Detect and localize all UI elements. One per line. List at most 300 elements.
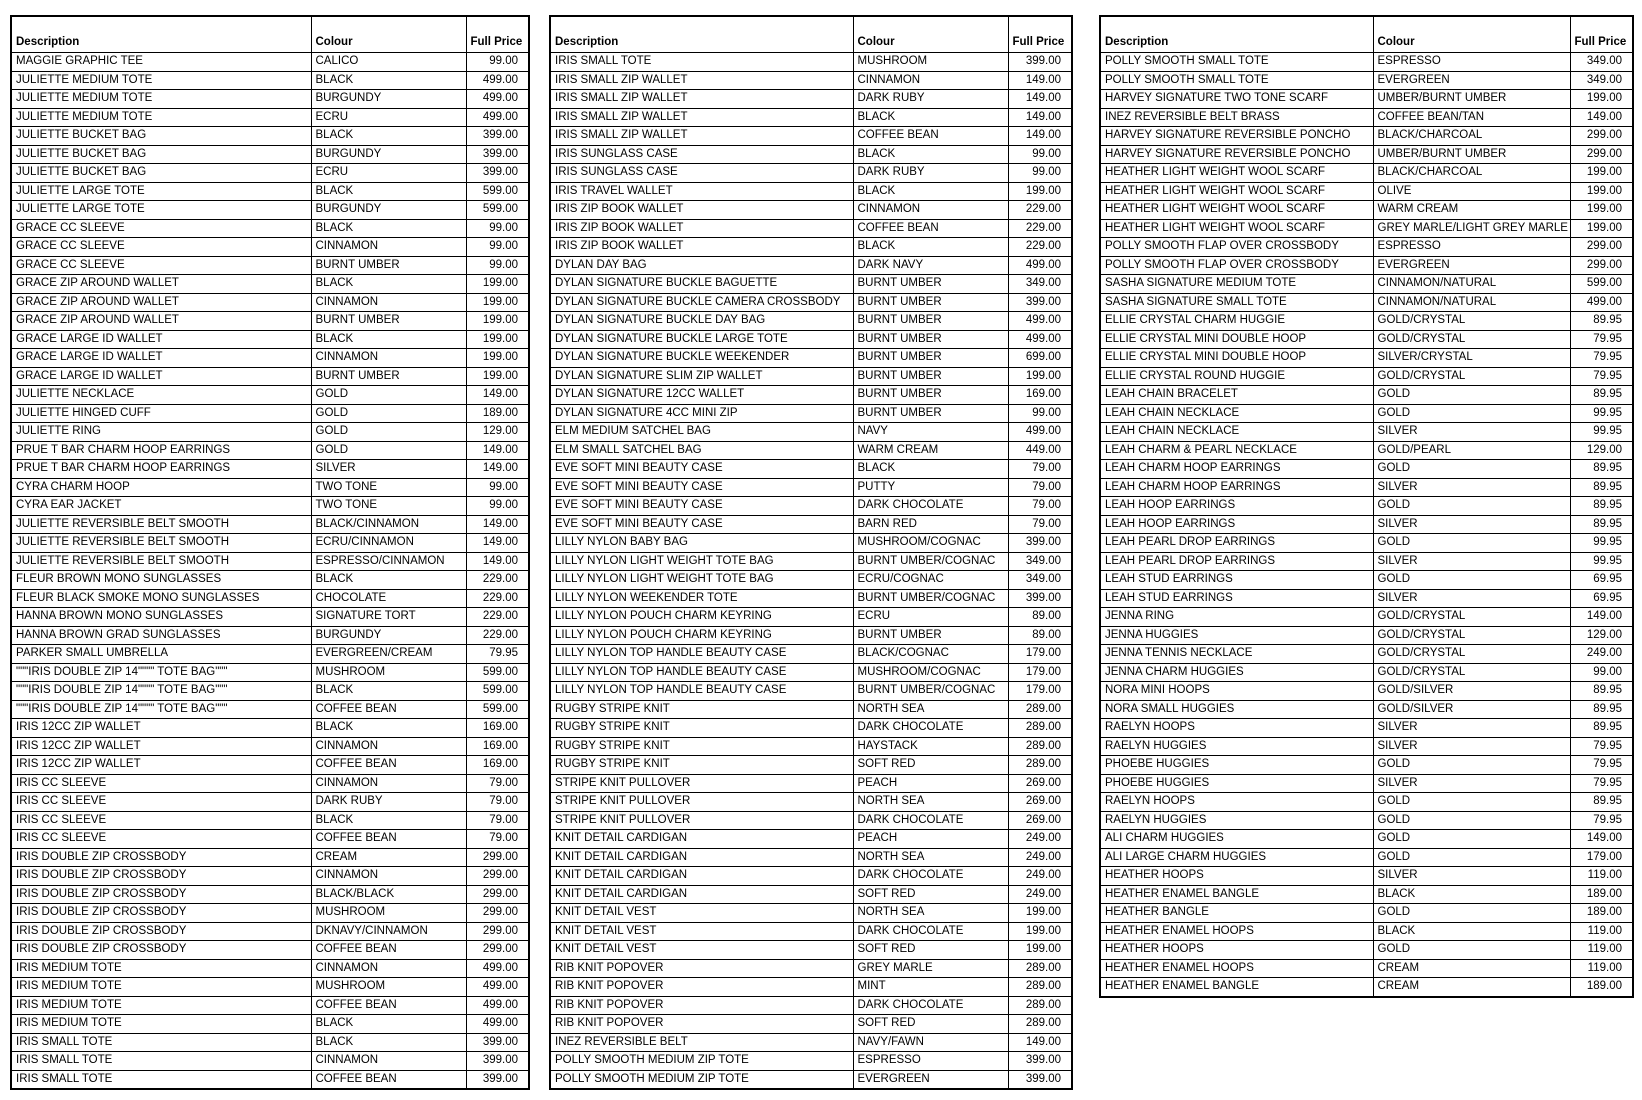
colour-cell: ECRU <box>311 164 466 183</box>
price-cell: 349.00 <box>1008 571 1072 590</box>
description-cell: ELLIE CRYSTAL MINI DOUBLE HOOP <box>1100 330 1373 349</box>
price-cell: 229.00 <box>466 589 529 608</box>
table-row <box>11 182 529 201</box>
price-cell: 199.00 <box>1570 201 1633 220</box>
table-row <box>550 811 1072 830</box>
colour-cell: COFFEE BEAN <box>853 127 1008 146</box>
table-row <box>1100 404 1633 423</box>
colour-cell: COFFEE BEAN <box>853 219 1008 238</box>
price-cell: 79.00 <box>1008 497 1072 516</box>
price-table-1 <box>10 15 530 1090</box>
table-row <box>11 959 529 978</box>
table-row <box>11 645 529 664</box>
table-row <box>11 830 529 849</box>
description-cell: IRIS MEDIUM TOTE <box>11 978 311 997</box>
colour-cell: CINNAMON <box>311 349 466 368</box>
table-row <box>1100 608 1633 627</box>
description-cell: HARVEY SIGNATURE REVERSIBLE PONCHO <box>1100 145 1373 164</box>
description-cell: IRIS TRAVEL WALLET <box>550 182 853 201</box>
description-header: Description <box>1100 16 1373 53</box>
description-cell: INEZ REVERSIBLE BELT <box>550 1033 853 1052</box>
description-cell: IRIS CC SLEEVE <box>11 793 311 812</box>
description-cell: IRIS 12CC ZIP WALLET <box>11 719 311 738</box>
colour-cell: COFFEE BEAN <box>311 756 466 775</box>
colour-cell: COFFEE BEAN <box>311 700 466 719</box>
description-cell: LEAH HOOP EARRINGS <box>1100 497 1373 516</box>
description-cell: IRIS ZIP BOOK WALLET <box>550 201 853 220</box>
price-cell: 79.00 <box>466 830 529 849</box>
table-row <box>11 756 529 775</box>
price-cell: 79.00 <box>1008 515 1072 534</box>
colour-cell: CALICO <box>311 53 466 72</box>
colour-cell: BLACK/BLACK <box>311 885 466 904</box>
description-cell: STRIPE KNIT PULLOVER <box>550 811 853 830</box>
table-row <box>11 571 529 590</box>
price-cell: 299.00 <box>466 904 529 923</box>
price-cell: 69.95 <box>1570 589 1633 608</box>
description-cell: IRIS MEDIUM TOTE <box>11 959 311 978</box>
colour-cell: MUSHROOM <box>311 978 466 997</box>
colour-cell: GOLD/SILVER <box>1373 682 1570 701</box>
description-cell: FLEUR BLACK SMOKE MONO SUNGLASSES <box>11 589 311 608</box>
table-row <box>1100 904 1633 923</box>
description-cell: RUGBY STRIPE KNIT <box>550 719 853 738</box>
colour-cell: PUTTY <box>853 478 1008 497</box>
colour-cell: GOLD/CRYSTAL <box>1373 645 1570 664</box>
price-cell: 229.00 <box>466 626 529 645</box>
table-row <box>1100 848 1633 867</box>
price-cell: 289.00 <box>1008 719 1072 738</box>
header-row <box>550 16 1072 53</box>
table-row <box>550 571 1072 590</box>
price-cell: 149.00 <box>1570 608 1633 627</box>
table-row <box>11 497 529 516</box>
price-cell: 169.00 <box>1008 386 1072 405</box>
table-row <box>11 885 529 904</box>
price-cell: 229.00 <box>1008 201 1072 220</box>
price-cell: 99.00 <box>466 219 529 238</box>
colour-header: Colour <box>853 16 1008 53</box>
description-cell: IRIS SMALL TOTE <box>11 1033 311 1052</box>
table-row <box>1100 256 1633 275</box>
description-cell: GRACE CC SLEEVE <box>11 219 311 238</box>
description-cell: GRACE ZIP AROUND WALLET <box>11 293 311 312</box>
table-row <box>11 589 529 608</box>
colour-cell: GOLD <box>1373 497 1570 516</box>
description-cell: JULIETTE MEDIUM TOTE <box>11 90 311 109</box>
price-cell: 89.95 <box>1570 386 1633 405</box>
table-row <box>550 497 1072 516</box>
colour-cell: BURNT UMBER <box>853 367 1008 386</box>
price-table-2 <box>549 15 1073 1090</box>
price-cell: 399.00 <box>466 1033 529 1052</box>
colour-cell: GOLD <box>311 441 466 460</box>
description-cell: KNIT DETAIL VEST <box>550 922 853 941</box>
price-cell: 289.00 <box>1008 756 1072 775</box>
price-cell: 189.00 <box>1570 978 1633 997</box>
price-cell: 399.00 <box>466 1052 529 1071</box>
table-row <box>11 515 529 534</box>
table-row <box>550 441 1072 460</box>
colour-cell: BURNT UMBER <box>853 312 1008 331</box>
colour-cell: CINNAMON <box>311 774 466 793</box>
price-cell: 249.00 <box>1570 645 1633 664</box>
price-cell: 79.95 <box>1570 737 1633 756</box>
table-row <box>550 885 1072 904</box>
description-cell: IRIS MEDIUM TOTE <box>11 996 311 1015</box>
price-cell: 69.95 <box>1570 571 1633 590</box>
colour-cell: BURNT UMBER <box>853 275 1008 294</box>
price-cell: 99.95 <box>1570 404 1633 423</box>
table-row <box>550 534 1072 553</box>
price-cell: 79.00 <box>1008 478 1072 497</box>
table-row <box>550 330 1072 349</box>
price-cell: 149.00 <box>1570 108 1633 127</box>
price-cell: 79.95 <box>1570 330 1633 349</box>
colour-cell: EVERGREEN <box>853 1070 1008 1089</box>
colour-cell: GOLD <box>1373 404 1570 423</box>
price-cell: 199.00 <box>466 312 529 331</box>
price-cell: 499.00 <box>1008 330 1072 349</box>
description-cell: RUGBY STRIPE KNIT <box>550 737 853 756</box>
description-cell: IRIS SMALL ZIP WALLET <box>550 90 853 109</box>
colour-cell: MUSHROOM <box>311 663 466 682</box>
table-row <box>11 312 529 331</box>
description-cell: LEAH CHARM & PEARL NECKLACE <box>1100 441 1373 460</box>
table-row <box>1100 478 1633 497</box>
table-row <box>11 552 529 571</box>
description-cell: LEAH CHARM HOOP EARRINGS <box>1100 460 1373 479</box>
price-header: Full Price <box>1570 16 1633 53</box>
colour-cell: MUSHROOM/COGNAC <box>853 663 1008 682</box>
description-cell: EVE SOFT MINI BEAUTY CASE <box>550 478 853 497</box>
description-cell: ELLIE CRYSTAL CHARM HUGGIE <box>1100 312 1373 331</box>
table-row <box>1100 922 1633 941</box>
description-cell: PHOEBE HUGGIES <box>1100 774 1373 793</box>
price-cell: 189.00 <box>1570 885 1633 904</box>
colour-cell: MUSHROOM <box>311 904 466 923</box>
colour-cell: BURNT UMBER/COGNAC <box>853 552 1008 571</box>
table-row <box>1100 941 1633 960</box>
description-cell: IRIS DOUBLE ZIP CROSSBODY <box>11 904 311 923</box>
table-row <box>1100 90 1633 109</box>
price-cell: 269.00 <box>1008 811 1072 830</box>
colour-cell: GOLD <box>1373 793 1570 812</box>
table-row <box>11 682 529 701</box>
colour-cell: DARK CHOCOLATE <box>853 497 1008 516</box>
price-cell: 79.95 <box>1570 367 1633 386</box>
table-row <box>11 293 529 312</box>
colour-cell: BLACK/CINNAMON <box>311 515 466 534</box>
colour-cell: GREY MARLE/LIGHT GREY MARLE <box>1373 219 1570 238</box>
description-cell: KNIT DETAIL CARDIGAN <box>550 885 853 904</box>
description-cell: IRIS SMALL ZIP WALLET <box>550 127 853 146</box>
description-cell: IRIS DOUBLE ZIP CROSSBODY <box>11 848 311 867</box>
table-row <box>11 719 529 738</box>
description-cell: NORA SMALL HUGGIES <box>1100 700 1373 719</box>
price-cell: 119.00 <box>1570 959 1633 978</box>
description-cell: RIB KNIT POPOVER <box>550 978 853 997</box>
colour-cell: SILVER/CRYSTAL <box>1373 349 1570 368</box>
colour-cell: EVERGREEN <box>1373 71 1570 90</box>
description-cell: JULIETTE REVERSIBLE BELT SMOOTH <box>11 534 311 553</box>
colour-cell: BURGUNDY <box>311 626 466 645</box>
description-cell: JULIETTE REVERSIBLE BELT SMOOTH <box>11 552 311 571</box>
table-row <box>550 719 1072 738</box>
colour-cell: GOLD/PEARL <box>1373 441 1570 460</box>
colour-cell: SOFT RED <box>853 756 1008 775</box>
colour-cell: EVERGREEN <box>1373 256 1570 275</box>
price-cell: 79.00 <box>466 774 529 793</box>
colour-cell: DARK CHOCOLATE <box>853 922 1008 941</box>
table-row <box>1100 719 1633 738</box>
price-cell: 99.00 <box>466 497 529 516</box>
description-cell: CYRA EAR JACKET <box>11 497 311 516</box>
table-row <box>550 145 1072 164</box>
table-row <box>11 700 529 719</box>
colour-cell: EVERGREEN/CREAM <box>311 645 466 664</box>
description-cell: JENNA RING <box>1100 608 1373 627</box>
table-row <box>550 71 1072 90</box>
table-row <box>550 349 1072 368</box>
price-cell: 149.00 <box>466 441 529 460</box>
table-row <box>550 1052 1072 1071</box>
table-row <box>11 867 529 886</box>
table-row <box>11 1033 529 1052</box>
colour-cell: GOLD/CRYSTAL <box>1373 663 1570 682</box>
description-cell: HEATHER ENAMEL HOOPS <box>1100 922 1373 941</box>
colour-cell: WARM CREAM <box>1373 201 1570 220</box>
price-cell: 499.00 <box>466 959 529 978</box>
price-cell: 99.95 <box>1570 423 1633 442</box>
table-row <box>1100 71 1633 90</box>
description-cell: EVE SOFT MINI BEAUTY CASE <box>550 515 853 534</box>
description-cell: IRIS CC SLEEVE <box>11 830 311 849</box>
price-cell: 79.95 <box>1570 811 1633 830</box>
table-row <box>1100 330 1633 349</box>
description-cell: DYLAN DAY BAG <box>550 256 853 275</box>
table-row <box>1100 811 1633 830</box>
price-cell: 199.00 <box>466 275 529 294</box>
description-cell: GRACE CC SLEEVE <box>11 256 311 275</box>
description-cell: LILLY NYLON POUCH CHARM KEYRING <box>550 626 853 645</box>
colour-cell: ECRU/CINNAMON <box>311 534 466 553</box>
price-cell: 299.00 <box>1570 145 1633 164</box>
colour-cell: PEACH <box>853 830 1008 849</box>
price-cell: 499.00 <box>466 996 529 1015</box>
table-row <box>550 737 1072 756</box>
table-row <box>11 238 529 257</box>
price-cell: 79.95 <box>1570 349 1633 368</box>
price-cell: 169.00 <box>466 756 529 775</box>
price-cell: 349.00 <box>1570 71 1633 90</box>
colour-cell: BARN RED <box>853 515 1008 534</box>
description-cell: IRIS SUNGLASS CASE <box>550 164 853 183</box>
description-cell: IRIS SMALL ZIP WALLET <box>550 108 853 127</box>
price-cell: 129.00 <box>1570 626 1633 645</box>
description-cell: PRUE T BAR CHARM HOOP EARRINGS <box>11 460 311 479</box>
table-row <box>550 904 1072 923</box>
price-cell: 299.00 <box>466 848 529 867</box>
price-cell: 289.00 <box>1008 700 1072 719</box>
description-cell: """IRIS DOUBLE ZIP 14"""" TOTE BAG""" <box>11 700 311 719</box>
description-cell: RAELYN HOOPS <box>1100 719 1373 738</box>
description-cell: JULIETTE BUCKET BAG <box>11 164 311 183</box>
price-cell: 269.00 <box>1008 774 1072 793</box>
price-cell: 149.00 <box>1008 71 1072 90</box>
price-cell: 599.00 <box>466 682 529 701</box>
table-row <box>1100 737 1633 756</box>
description-cell: IRIS CC SLEEVE <box>11 774 311 793</box>
price-cell: 149.00 <box>1570 830 1633 849</box>
price-cell: 199.00 <box>1570 164 1633 183</box>
description-cell: HEATHER HOOPS <box>1100 941 1373 960</box>
description-cell: RIB KNIT POPOVER <box>550 1015 853 1034</box>
description-cell: IRIS DOUBLE ZIP CROSSBODY <box>11 941 311 960</box>
colour-cell: SILVER <box>1373 719 1570 738</box>
colour-cell: PEACH <box>853 774 1008 793</box>
table-row <box>1100 127 1633 146</box>
colour-cell: GOLD/CRYSTAL <box>1373 330 1570 349</box>
price-cell: 149.00 <box>466 534 529 553</box>
colour-cell: BLACK <box>853 145 1008 164</box>
description-cell: JENNA CHARM HUGGIES <box>1100 663 1373 682</box>
colour-cell: CINNAMON/NATURAL <box>1373 275 1570 294</box>
colour-cell: BURGUNDY <box>311 201 466 220</box>
description-cell: KNIT DETAIL VEST <box>550 904 853 923</box>
description-cell: HEATHER LIGHT WEIGHT WOOL SCARF <box>1100 219 1373 238</box>
description-cell: EVE SOFT MINI BEAUTY CASE <box>550 460 853 479</box>
description-cell: RIB KNIT POPOVER <box>550 959 853 978</box>
table-row <box>550 1070 1072 1089</box>
colour-cell: GOLD <box>311 404 466 423</box>
colour-cell: TWO TONE <box>311 497 466 516</box>
description-cell: IRIS CC SLEEVE <box>11 811 311 830</box>
description-cell: INEZ REVERSIBLE BELT BRASS <box>1100 108 1373 127</box>
description-header: Description <box>550 16 853 53</box>
description-cell: STRIPE KNIT PULLOVER <box>550 793 853 812</box>
description-cell: DYLAN SIGNATURE BUCKLE WEEKENDER <box>550 349 853 368</box>
description-cell: IRIS SMALL ZIP WALLET <box>550 71 853 90</box>
price-cell: 289.00 <box>1008 959 1072 978</box>
colour-cell: DARK CHOCOLATE <box>853 867 1008 886</box>
price-cell: 179.00 <box>1008 682 1072 701</box>
description-cell: """IRIS DOUBLE ZIP 14"""" TOTE BAG""" <box>11 682 311 701</box>
colour-cell: HAYSTACK <box>853 737 1008 756</box>
colour-cell: NORTH SEA <box>853 793 1008 812</box>
price-cell: 289.00 <box>1008 1015 1072 1034</box>
price-cell: 599.00 <box>466 700 529 719</box>
price-cell: 99.00 <box>466 256 529 275</box>
price-cell: 399.00 <box>1008 293 1072 312</box>
colour-cell: BLACK <box>1373 885 1570 904</box>
description-cell: LILLY NYLON BABY BAG <box>550 534 853 553</box>
table-row <box>1100 959 1633 978</box>
table-row <box>1100 626 1633 645</box>
colour-cell: GOLD <box>1373 811 1570 830</box>
price-cell: 299.00 <box>466 867 529 886</box>
price-cell: 149.00 <box>466 552 529 571</box>
description-cell: DYLAN SIGNATURE SLIM ZIP WALLET <box>550 367 853 386</box>
table-row <box>1100 682 1633 701</box>
price-cell: 199.00 <box>1570 182 1633 201</box>
colour-cell: BLACK <box>311 811 466 830</box>
colour-cell: SOFT RED <box>853 941 1008 960</box>
table-row <box>550 552 1072 571</box>
price-cell: 79.00 <box>466 811 529 830</box>
colour-cell: ESPRESSO <box>1373 53 1570 72</box>
description-cell: POLLY SMOOTH SMALL TOTE <box>1100 71 1373 90</box>
table-row <box>1100 774 1633 793</box>
table-row <box>1100 201 1633 220</box>
price-cell: 299.00 <box>466 941 529 960</box>
description-cell: IRIS DOUBLE ZIP CROSSBODY <box>11 922 311 941</box>
colour-cell: BLACK <box>311 1033 466 1052</box>
price-cell: 199.00 <box>1008 367 1072 386</box>
description-cell: LILLY NYLON LIGHT WEIGHT TOTE BAG <box>550 571 853 590</box>
price-cell: 599.00 <box>466 201 529 220</box>
table-row <box>1100 423 1633 442</box>
table-row <box>1100 571 1633 590</box>
price-cell: 499.00 <box>1008 256 1072 275</box>
description-cell: GRACE LARGE ID WALLET <box>11 367 311 386</box>
table-row <box>1100 700 1633 719</box>
table-row <box>11 256 529 275</box>
price-cell: 449.00 <box>1008 441 1072 460</box>
description-cell: LEAH PEARL DROP EARRINGS <box>1100 552 1373 571</box>
description-cell: LEAH CHAIN BRACELET <box>1100 386 1373 405</box>
table-row <box>11 367 529 386</box>
table-row <box>1100 386 1633 405</box>
description-cell: POLLY SMOOTH FLAP OVER CROSSBODY <box>1100 256 1373 275</box>
table-row <box>550 830 1072 849</box>
table-row <box>11 941 529 960</box>
table-row <box>11 478 529 497</box>
table-row <box>1100 238 1633 257</box>
colour-cell: BURNT UMBER <box>853 386 1008 405</box>
colour-cell: BURNT UMBER <box>311 256 466 275</box>
colour-cell: CREAM <box>311 848 466 867</box>
colour-cell: BLACK <box>311 682 466 701</box>
table-row <box>11 978 529 997</box>
description-cell: HEATHER LIGHT WEIGHT WOOL SCARF <box>1100 182 1373 201</box>
description-cell: HEATHER BANGLE <box>1100 904 1373 923</box>
table-row <box>550 108 1072 127</box>
table-row <box>550 90 1072 109</box>
description-cell: JULIETTE NECKLACE <box>11 386 311 405</box>
price-cell: 79.95 <box>466 645 529 664</box>
price-cell: 79.00 <box>1008 460 1072 479</box>
table-row <box>550 182 1072 201</box>
table-row <box>1100 589 1633 608</box>
price-cell: 299.00 <box>1570 238 1633 257</box>
description-cell: POLLY SMOOTH FLAP OVER CROSSBODY <box>1100 238 1373 257</box>
description-cell: IRIS ZIP BOOK WALLET <box>550 238 853 257</box>
price-cell: 99.95 <box>1570 534 1633 553</box>
description-cell: HANNA BROWN MONO SUNGLASSES <box>11 608 311 627</box>
description-cell: RUGBY STRIPE KNIT <box>550 700 853 719</box>
description-cell: HEATHER ENAMEL HOOPS <box>1100 959 1373 978</box>
price-cell: 229.00 <box>466 571 529 590</box>
table-row <box>1100 293 1633 312</box>
price-cell: 499.00 <box>466 1015 529 1034</box>
table-row <box>11 330 529 349</box>
colour-cell: BURNT UMBER <box>311 367 466 386</box>
description-cell: DYLAN SIGNATURE BUCKLE BAGUETTE <box>550 275 853 294</box>
table-row <box>11 404 529 423</box>
price-cell: 499.00 <box>466 90 529 109</box>
colour-cell: GOLD <box>311 386 466 405</box>
